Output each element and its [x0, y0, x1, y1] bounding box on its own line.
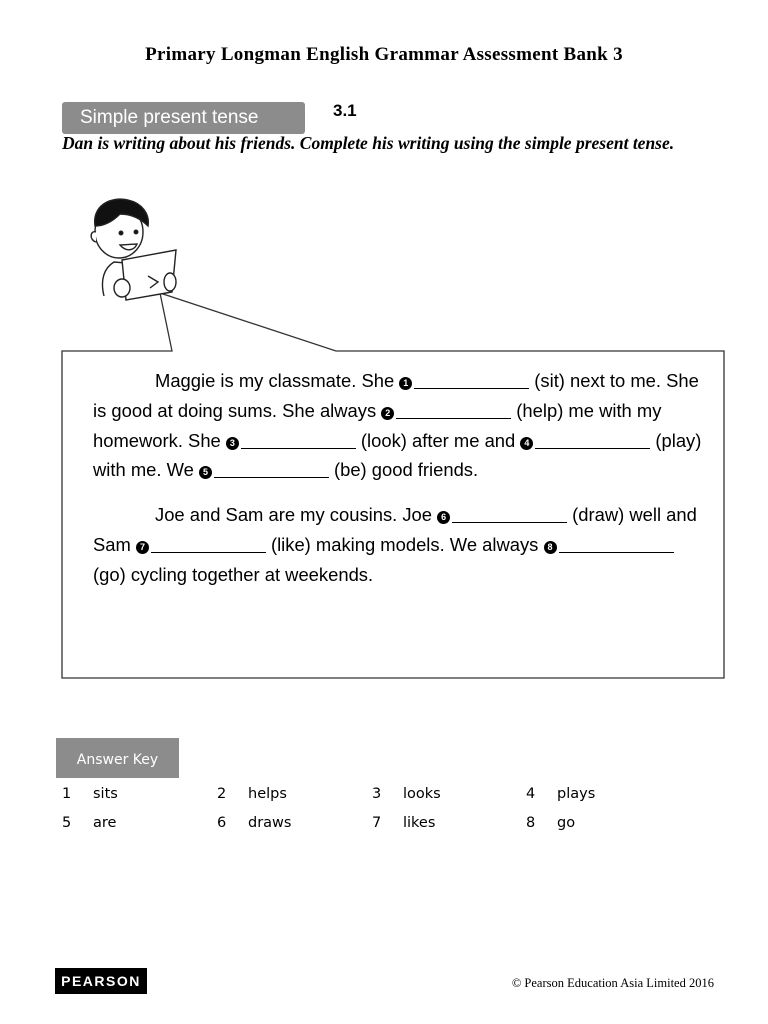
answer-word: helps [248, 786, 287, 802]
answer-blank-8[interactable] [559, 535, 674, 553]
page-title: Primary Longman English Grammar Assessment Bank 3 [145, 44, 623, 65]
section-tag: Simple present tense [62, 102, 305, 134]
answer-key-label: Answer Key [56, 738, 179, 778]
answer-blank-4[interactable] [535, 431, 650, 449]
passage-text: (go) cycling together at weekends. [93, 563, 374, 585]
answer-word: go [557, 815, 576, 831]
passage-text: (be) good friends. [333, 459, 479, 481]
answer-blank-1[interactable] [414, 371, 529, 389]
answer-number: 7 [372, 815, 382, 831]
answer-number: 8 [526, 815, 536, 831]
boy-reading-paper-icon [91, 199, 176, 300]
paragraph-1 [93, 366, 703, 485]
passage-text: (like) making models. We always [270, 533, 539, 555]
number-marker: 2 [381, 407, 394, 420]
number-marker: 4 [520, 437, 533, 450]
paragraph-2 [93, 500, 703, 589]
answer-number: 4 [526, 786, 536, 802]
answer-blank-6[interactable] [452, 505, 567, 523]
passage-text: Maggie is my classmate. She [155, 370, 395, 391]
answer-number: 6 [217, 815, 227, 831]
answer-word: sits [93, 786, 118, 802]
passage-text: (help) me with my homework. She [93, 399, 662, 451]
answer-number: 5 [62, 815, 72, 831]
answer-word: likes [403, 815, 436, 831]
number-marker: 3 [226, 437, 239, 450]
passage-text: (draw) well and Sam [93, 504, 697, 555]
number-marker: 7 [136, 541, 149, 554]
number-marker: 1 [399, 377, 412, 390]
answer-word: looks [403, 786, 441, 802]
answer-word: plays [557, 786, 596, 802]
answer-word: are [93, 815, 117, 831]
number-marker: 8 [544, 541, 557, 554]
answer-word: draws [248, 815, 292, 831]
passage-text: Joe and Sam are my cousins. Joe [155, 504, 433, 526]
answer-blank-7[interactable] [151, 535, 266, 553]
passage-text: (look) after me and [360, 429, 516, 451]
instructions: Dan is writing about his friends. Complete his writing using the simple present tense. [62, 133, 675, 153]
pearson-logo: PEARSON [55, 968, 147, 994]
number-marker: 6 [437, 511, 450, 524]
copyright: © Pearson Education Asia Limited 2016 [511, 976, 714, 990]
exercise-number: 3.1 [333, 101, 357, 120]
answer-number: 3 [372, 786, 382, 802]
passage-text: (play) with me. We [93, 429, 702, 481]
answer-blank-2[interactable] [396, 401, 511, 419]
passage-text: (sit) next to me. She is good at doing sums. She always [93, 370, 699, 421]
answer-number: 2 [217, 786, 227, 802]
passage [93, 366, 703, 590]
answer-blank-5[interactable] [214, 460, 329, 478]
answer-blank-3[interactable] [241, 431, 356, 449]
number-marker: 5 [199, 466, 212, 479]
answer-number: 1 [62, 786, 72, 802]
